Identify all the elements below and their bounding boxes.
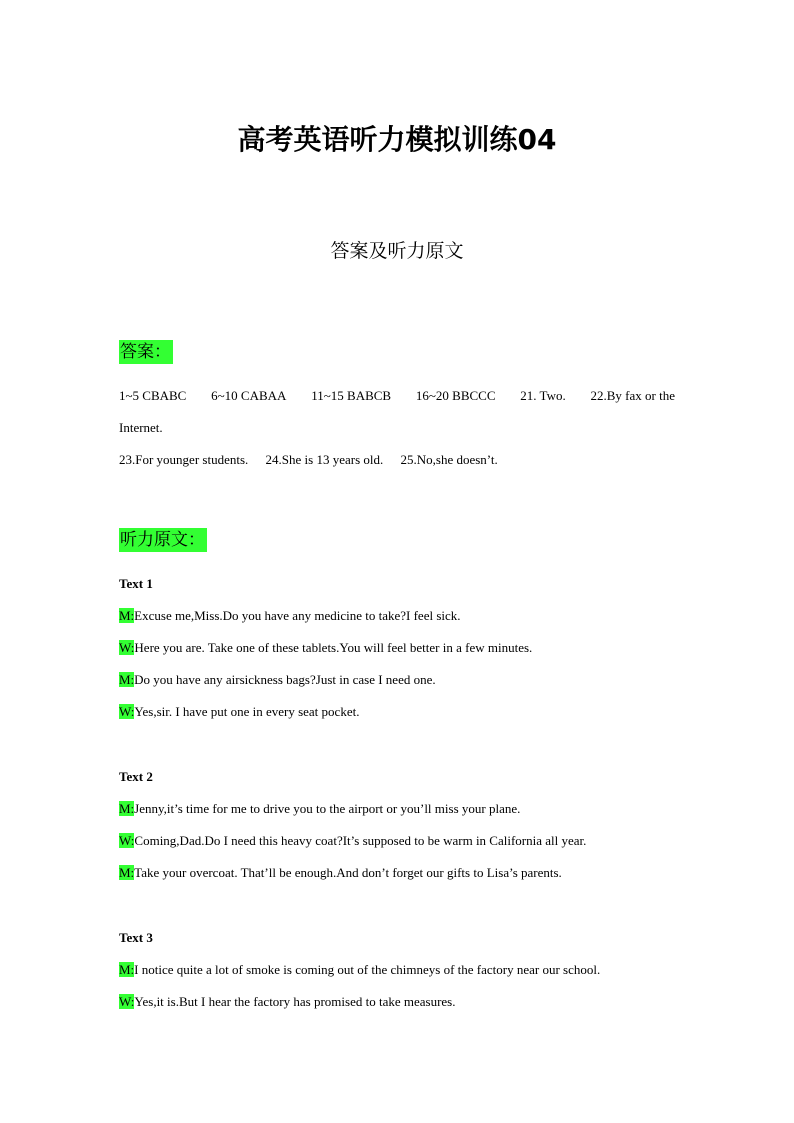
dialogue-line xyxy=(119,994,455,1010)
answer-item: 25.No,she doesn’t. xyxy=(400,452,498,467)
dialogue-text: Take your overcoat. That’ll be enough.And don’t forget our gifts to Lisa’s parents. xyxy=(134,865,562,880)
answer-item: 11~15 BABCB xyxy=(311,388,392,403)
speaker-label: M: xyxy=(119,801,135,816)
speaker-label: M: xyxy=(119,865,135,880)
answers-row-3 xyxy=(119,452,512,468)
answer-item: 16~20 BBCCC xyxy=(415,388,496,403)
dialogue-line xyxy=(119,865,562,881)
text-1-label: Text 1 xyxy=(119,576,153,591)
page-subtitle: 答案及听力原文 xyxy=(330,240,464,262)
dialogue-text: Yes,sir. I have put one in every seat pocket. xyxy=(134,704,360,719)
text-3-label: Text 3 xyxy=(119,930,153,945)
speaker-label: M: xyxy=(119,672,135,687)
dialogue-text: Yes,it is.But I hear the factory has promised to take measures. xyxy=(134,994,456,1009)
dialogue-text: Excuse me,Miss.Do you have any medicine to take?I feel sick. xyxy=(134,608,461,623)
dialogue-line xyxy=(119,608,461,624)
speaker-label: M: xyxy=(119,608,135,623)
speaker-label: W: xyxy=(119,704,135,719)
answer-item: 22.By fax or the xyxy=(590,388,675,403)
answers-row-2: Internet. xyxy=(119,420,163,435)
dialogue-text: Jenny,it’s time for me to drive you to the airport or you’ll miss your plane. xyxy=(134,801,521,816)
answers-heading: 答案： xyxy=(120,342,171,362)
page-title: 高考英语听力模拟训练04 xyxy=(237,123,557,156)
speaker-label: W: xyxy=(119,833,135,848)
dialogue-text: I notice quite a lot of smoke is coming out of the chimneys of the factory near our school. xyxy=(134,962,601,977)
transcript-heading: 听力原文： xyxy=(120,530,205,550)
answer-item: 24.She is 13 years old. xyxy=(265,452,384,467)
dialogue-line xyxy=(119,640,532,656)
dialogue-text: Coming,Dad.Do I need this heavy coat?It’s supposed to be warm in California all year. xyxy=(134,833,587,848)
answers-row-1 xyxy=(119,388,675,404)
speaker-label: W: xyxy=(119,640,135,655)
dialogue-line xyxy=(119,833,586,849)
dialogue-line xyxy=(119,962,600,978)
answer-item: 23.For younger students. xyxy=(119,452,249,467)
dialogue-line xyxy=(119,801,520,817)
answer-item: 1~5 CBABC xyxy=(119,388,187,403)
dialogue-text: Do you have any airsickness bags?Just in case I need one. xyxy=(134,672,436,687)
dialogue-line xyxy=(119,704,359,720)
answer-item: 6~10 CABAA xyxy=(211,388,287,403)
speaker-label: M: xyxy=(119,962,135,977)
dialogue-text: Here you are. Take one of these tablets.You will feel better in a few minutes. xyxy=(134,640,533,655)
answer-item: 21. Two. xyxy=(520,388,566,403)
dialogue-line xyxy=(119,672,436,688)
text-2-label: Text 2 xyxy=(119,769,153,784)
speaker-label: W: xyxy=(119,994,135,1009)
